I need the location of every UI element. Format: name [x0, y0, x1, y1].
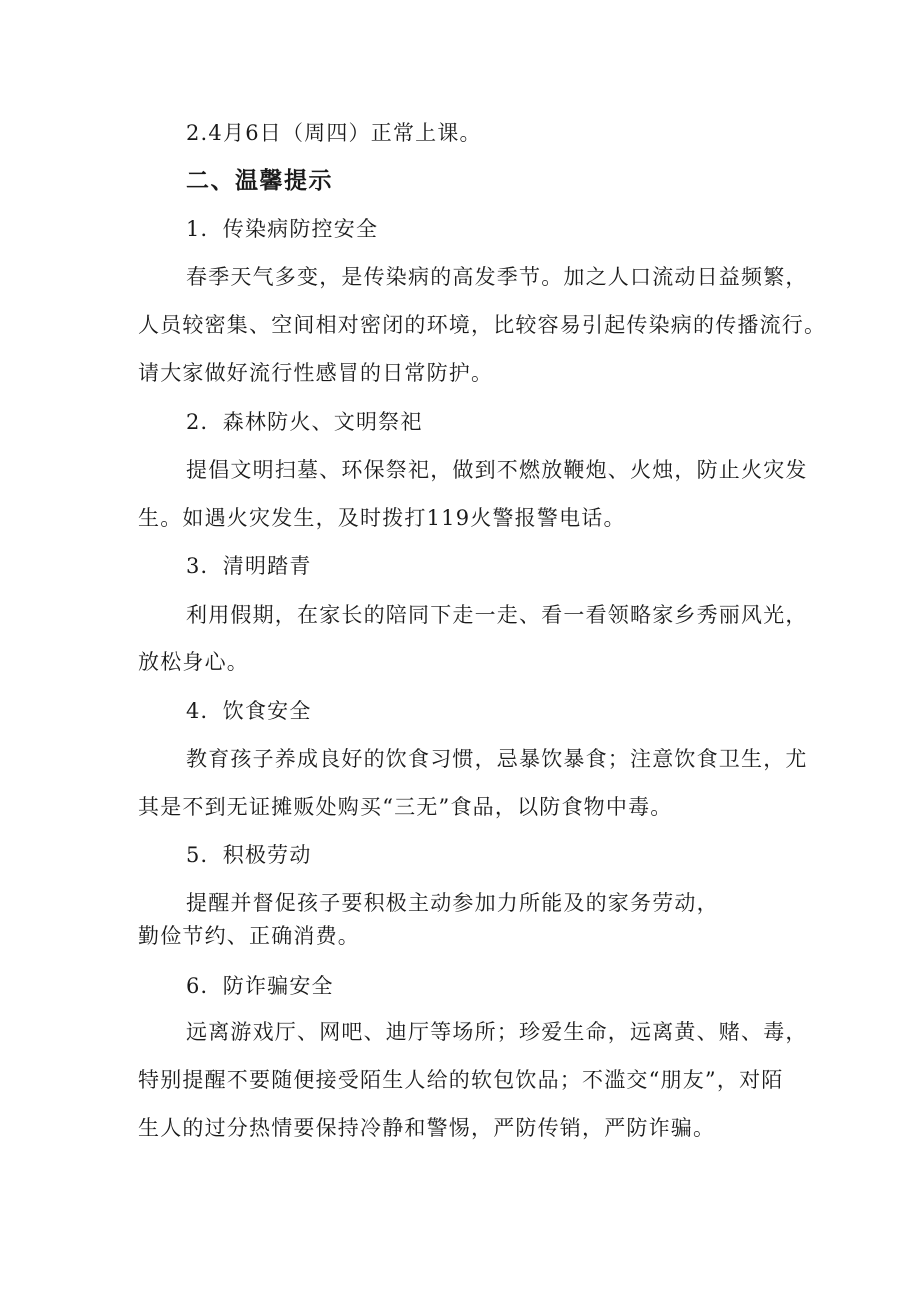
- intro-item: 2.4月6日（周四）正常上课。: [186, 121, 482, 145]
- section-heading: 二、温馨提示: [186, 168, 333, 194]
- item-5-title: 5．积极劳动: [186, 843, 312, 867]
- item-3-line-2: 放松身心。: [138, 650, 249, 674]
- item-1-line-2: 人员较密集、空间相对密闭的环境，比较容易引起传染病的传播流行。: [138, 313, 827, 337]
- item-1-title: 1．传染病防控安全: [186, 217, 379, 241]
- item-6-line-3: 生人的过分热情要保持冷静和警惕，严防传销，严防诈骗。: [138, 1116, 716, 1140]
- item-3-line-1: 利用假期，在家长的陪同下走一走、看一看领略家乡秀丽风光，: [186, 603, 808, 627]
- item-6-line-1: 远离游戏厅、网吧、迪厅等场所；珍爱生命，远离黄、赌、毒，: [186, 1020, 808, 1044]
- item-1-line-1: 春季天气多变，是传染病的高发季节。加之人口流动日益频繁，: [186, 265, 808, 289]
- item-2-line-1: 提倡文明扫墓、环保祭祀，做到不燃放鞭炮、火烛，防止火灾发: [186, 458, 808, 482]
- item-6-title: 6．防诈骗安全: [186, 974, 334, 998]
- item-4-line-2: 其是不到无证摊贩处购买“三无”食品，以防食物中毒。: [138, 795, 673, 819]
- item-2-line-2: 生。如遇火灾发生，及时拨打119火警报警电话。: [138, 506, 626, 530]
- item-2-title: 2．森林防火、文明祭祀: [186, 410, 423, 434]
- item-3-title: 3．清明踏青: [186, 554, 312, 578]
- item-4-title: 4．饮食安全: [186, 699, 312, 723]
- item-6-line-2: 特别提醒不要随便接受陌生人给的软包饮品；不滥交“朋友”，对陌: [138, 1068, 784, 1092]
- item-4-line-1: 教育孩子养成良好的饮食习惯，忌暴饮暴食；注意饮食卫生，尤: [186, 747, 808, 771]
- item-1-line-3: 请大家做好流行性感冒的日常防护。: [138, 361, 494, 385]
- item-5-line-2: 勤俭节约、正确消费。: [138, 924, 360, 948]
- item-5-line-1: 提醒并督促孩子要积极主动参加力所能及的家务劳动，: [186, 891, 719, 915]
